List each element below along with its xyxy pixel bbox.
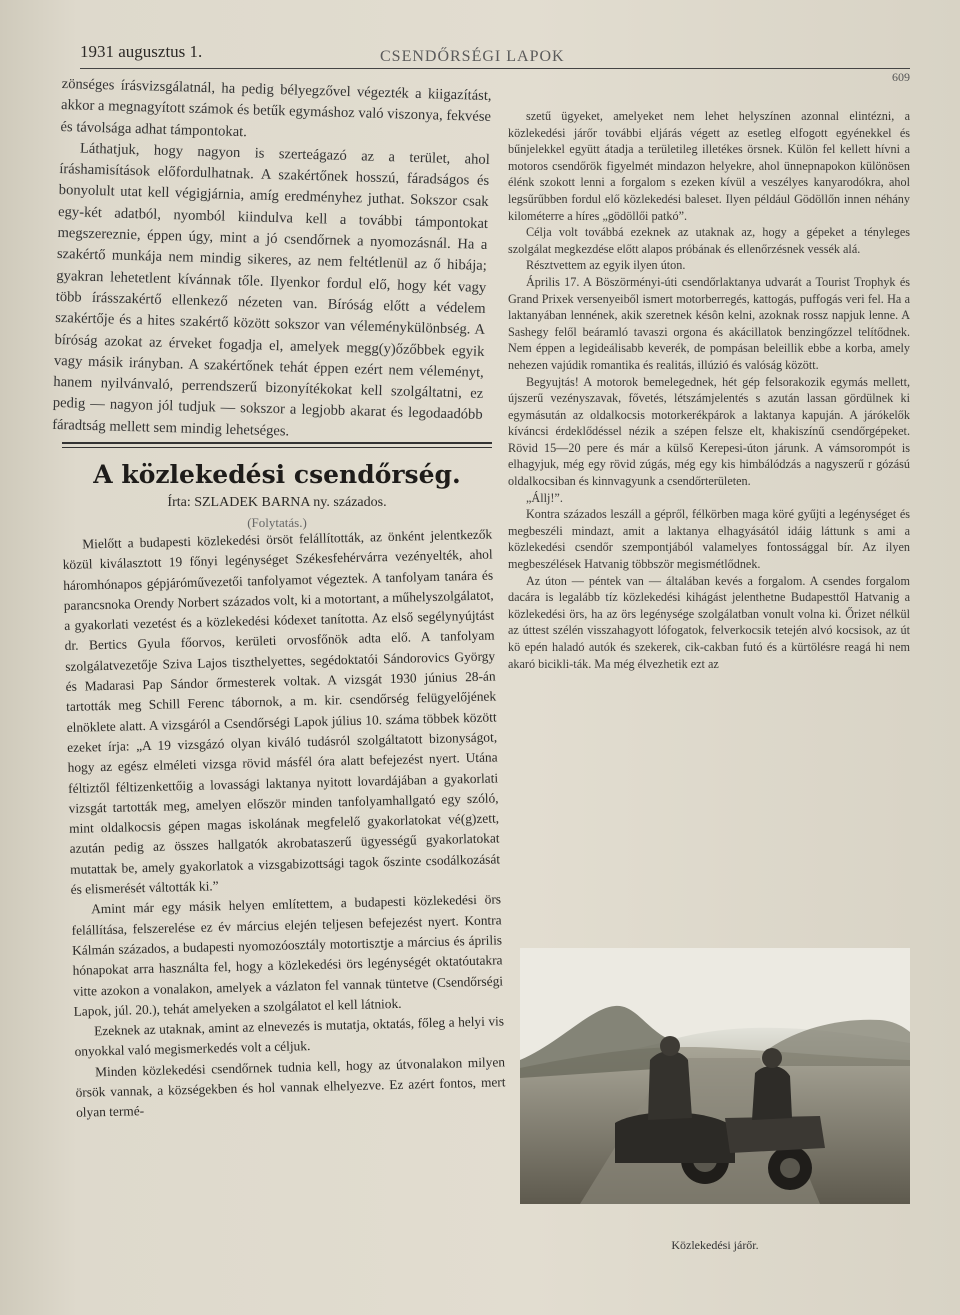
previous-article-ending [52, 74, 492, 448]
right-column [508, 108, 910, 928]
photo-illustration [520, 948, 910, 1204]
paragraph: Begyujtás! A motorok bemelegednek, hét gép felsorakozik egymás mellett, újszerű vezényszavak, fővetés, létszámjelentés s azután lassan gördülnek ki egymásután az oldalkocsis motorkerékpárok a laktanya kapuján. A járókelők kíváncsi érdeklődéssel nézik a szépen felsze elt, khakiszínű csendőrgépeket. Rövid 15—20 pere és már a külső Kerepesi-úton járunk. A vámsorompót is elhagyjuk, még egy rövid zúgás, még egy kis himbálódzás a nagyszerű r gózású oldalkocsiban és kinnvagyunk a csendőrterületen. [508, 374, 910, 489]
paragraph: „Állj!”. [526, 490, 563, 505]
article-byline: Írta: SZLADEK BARNA ny. százados. [167, 495, 387, 511]
paragraph: Mielőtt a budapesti közlekedési örsöt felállították, az önként jelentkezők közül kiválasztott 19 főnyi legénységet Székesfehérvárra vezényelték, ahol háromhónapos gépjáróművezetői tanfolyamot végeztek. A tanfolyam tanára és parancsnoka Orendy Norbert százados volt, ki a motortant, a műhelyszolgálatot, a gyakorlati vezetést és a közlekedési kódexet tanította. Az első segélynyújtást dr. Bertics Gyula főorvos, kerületi orvosfőnök adta elő. A tanfolyam szolgálatvezetője Sziva Lajos tiszthelyettes, segédoktatói Sándorovics György és Madarasi Pap Sándor őrmesterek voltak. A vizsgát 1930 június 28-án tartották meg Schill Ferenc tábornok, a m. kir. csendőrség felügyelőjének elnöklete alatt. A vizsgáról a Csendőrségi Lapok július 10. száma többek között ezeket írja: „A 19 vizsgázó olyan kiváló tudásról szolgáltatott bizonyságot, hogy az egész elméleti vizsga rövid másfél óra alatt befejezést nyert. Utána féltiztől féltizenkettőig a lovassági laktanya nyitott lovardájában a gyakorlati vizsgát tartották meg, amelyen először minden tanfolyamhallgató egy szóló, mint oldalkocsis gépen magas iskolának megfelelő gyakorlatokat vé(g)zett, azután pedig az összes hallgatók akrobataszerű ügyességű gyakorlatokat mutattak be, amely gyakorlatok a vizsgabizottsági tagok őszinte csodálkozását és elismerését váltották ki.” [62, 526, 501, 897]
paragraph: Április 17. A Böszörményi-úti csendőrlaktanya udvarát a Tourist Trophyk és Grand Prixek versenyeiből ismert motorberregés, kattogás, puffogás veri fel. Ha a laktanyában lennének, akik szeretnek késôn kelni, azoknak rossz napjuk lenne. A Sashegy felől beáramló tavaszi orgona és akácillatok benzingőzzel telítődnek. Nem éppen a legideálisabb keverék, de pompásan beleillik ebbe a korba, amely nehezen vajúdik romantika és realitás, illúzió és valóság között. [508, 274, 910, 372]
paragraph: Kontra százados leszáll a gépről, félkörben maga köré gyűjti a legénységet és megbeszéli mindazt, amit a laktanya elhagyásától idáig láttunk s ami a közlekedési csendőr szempontjából valamelyes fontossággal bír. Az ilyen megbeszélések Hatvanig többször megismétlődnek. [508, 507, 910, 572]
paragraph: Minden közlekedési csendőrnek tudnia kell, hogy az útvonalakon milyen örsök vannak, a községekben és hol vannak elhelyezve. Ez azért fontos, mert olyan termé- [75, 1054, 506, 1121]
page-number: 609 [892, 70, 910, 84]
paragraph: zönséges írásvizsgálatnál, ha pedig bélyegzővel végezték a kiigazítást, akkor a megnagyított számok és betűk egymáshoz való viszonya, fekvése és távolsága adhat támpontokat. [60, 75, 492, 140]
paragraph: Láthatjuk, hogy nagyon is szerteágazó az a terület, ahol íráshamisítások előfordulhatnak. A szakértőnek hosszú, fáradságos és bonyolult utat kell végigjárnia, amíg eredményhez juthat. Sokszor csak egy-két adatból, nyomból kiindulva kell a további támpontokat megszereznie, éppen úgy, mint a jó csendőrnek a nyomozásnál. Ha a szakértő munkája nem mindig sikeres, az nem feltétlenül az ő hibája; gyakran lehetetlent kívánnak tőle. Ilyenkor fordul elő, hogy két vagy több írásszakértő ellenkező nézeten van. Bíróság előtt a védelem szakértője és a hites szakértő között sokszor van véleménykülönbség. A bíróság azokat az érveket fogadja el, amelyek megg(y)őzőbbek egyik vagy másik irányban. A szakértőnek tehát éppen ezért nem véleményt, hanem nyilvánvaló, perrendszerű bizonyítékokat kell szolgáltatni, ez pedig — nagyon jól tudjuk — sokszor a legjobb akarat és legodaadóbb fáradtság mellett sem mindig lehetséges. [51, 140, 490, 440]
motorcycle-patrol-photo [520, 948, 910, 1204]
paragraph: Célja volt továbbá ezeknek az utaknak az, hogy a gépeket a tényleges szolgálat megkezdése előtt alapos próbának és ellenőrzésnek vessék alá. [508, 225, 910, 256]
paragraph: Az úton — péntek van — általában kevés a forgalom. A csendes forgalom dacára is legalább tíz közlekedési kihágást jelenthetne Budapesttől Hatvanig a közlekedési örs, ha az örs legénysége szolgálatban vonult volna ki. Őrizet nélkül az úttest szélén visszahagyott lófogatok, felverkocsik tetején alvó kocsisok, az út kö epén haladó autók és szekerek, cik-cakban futó és a kürtölésre reagá hi nem akaró bicikli-ták. Ma még élvezhetik ezt az [508, 573, 910, 671]
paragraph: Amint már egy másik helyen említettem, a budapesti közlekedési örs felállítása, felszerelése ez év március elején teljesen befejezést nyert. Kontra Kálmán százados, a budapesti nyomozóosztály motortisztje a március és április hónapokat arra használta fel, hogy a közlekedési örs legénységét oktatóutakra vitte azokon a vonalakon, amelyek a vázlaton fel vannak tüntetve (Csendőrségi Lapok, júl. 20.), tehát amelyeken a szolgálatot el kell látniok. [71, 891, 504, 1019]
continued-note: (Folytatás.) [247, 515, 307, 531]
page-header [80, 40, 910, 84]
article-body-left [62, 525, 506, 1124]
issue-date: 1931 augusztus 1. [80, 42, 203, 61]
photo-caption: Közlekedési járőr. [671, 1238, 759, 1252]
journal-title: CSENDŐRSÉGI LAPOK [380, 48, 565, 65]
paragraph: Ezeknek az utaknak, amint az elnevezés is mutatja, oktatás, főleg a helyi vis onyokkal való megismerkedés volt a céljuk. [74, 1013, 505, 1060]
article-title: A közlekedési csendőrség. [93, 460, 461, 490]
paragraph: szetű ügyeket, amelyeket nem lehet helyszínen azonnal elintézni, a közlekedési járőr további eljárás végett az esetleg elfogott egyénekkel és bűnjelekkel együtt átadja a területileg illetékes örsnek. Külön fel kellett hívni a motoros csendőrök figyelmét mindazon helyekre, ahol ünnepnapokon különösen élénk szokott lenni a forgalom s ezeken kívül a veszélyes kanyarodókra, ahol legsűrűbben fordul elő közlekedési baleset. Ilyen például Gödöllőn innen néhány kilométerre a híres „gödöllői patkó”. [508, 109, 910, 223]
left-column [51, 74, 506, 1304]
paragraph: Résztvettem az egyik ilyen úton. [526, 258, 686, 273]
